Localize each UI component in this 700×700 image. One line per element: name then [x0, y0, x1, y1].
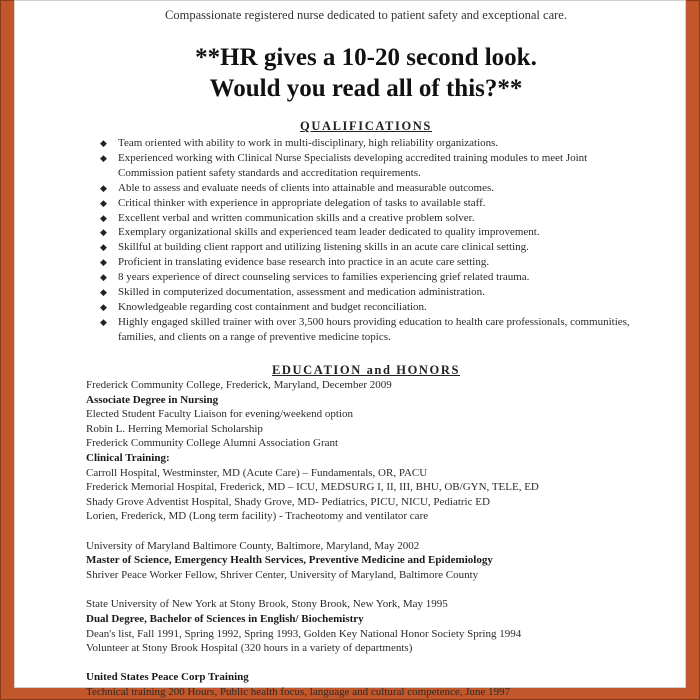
headline [86, 42, 646, 104]
qualification-text: Proficient in translating evidence base research into practice in an acute care setting. [118, 256, 490, 269]
diamond-bullet-icon: ◆ [100, 197, 107, 208]
qualifications-list [100, 136, 645, 345]
tagline: Compassionate registered nurse dedicated to patient safety and exceptional care. [165, 8, 567, 22]
education-line: Shady Grove Adventist Hospital, Shady Grove, MD- Pediatrics, PICU, NICU, Pediatric ED [86, 495, 490, 508]
education-line: Robin L. Herring Memorial Scholarship [86, 422, 263, 435]
diamond-bullet-icon: ◆ [100, 227, 107, 238]
diamond-bullet-icon: ◆ [100, 138, 107, 148]
diamond-bullet-icon: ◆ [100, 316, 107, 327]
education-line: Frederick Memorial Hospital, Frederick, MD – ICU, MEDSURG I, II, III, BHU, OB/GYN, TELE, ED [86, 481, 539, 494]
qualification-item [100, 255, 645, 270]
education-line: Technical training 200 Hours, Public health focus, language and cultural competence, June 1997 [86, 686, 511, 699]
qualification-text: 8 years experience of direct counseling services to families experiencing grief related trauma. [118, 271, 530, 284]
education-spacer [86, 524, 646, 539]
qualification-text: Skillful at building client rapport and utilizing listening skills in an acute care clinical setting. [118, 241, 529, 254]
education-line: University of Maryland Baltimore County, Baltimore, Maryland, May 2002 [86, 539, 420, 552]
education-spacer [86, 583, 646, 598]
qualification-item [100, 136, 645, 151]
qualification-item [100, 240, 645, 255]
headline-line-2: Would you read all of this?** [209, 75, 523, 102]
qualification-item [100, 300, 645, 315]
qualification-text: Skilled in computerized documentation, assessment and medication administration. [118, 286, 485, 299]
qualifications-title: QUALIFICATIONS [300, 119, 432, 133]
qualification-text: Team oriented with ability to work in multi-disciplinary, high reliability organizations. [118, 137, 499, 149]
diamond-bullet-icon: ◆ [100, 301, 107, 312]
education-line: Carroll Hospital, Westminster, MD (Acute Care) – Fundamentals, OR, PACU [86, 466, 428, 479]
diamond-bullet-icon: ◆ [100, 242, 107, 253]
qualification-text: Exemplary organizational skills and experienced team leader dedicated to quality improvement. [118, 226, 540, 239]
qualification-text: Knowledgeable regarding cost containment and budget reconciliation. [118, 300, 427, 313]
education-line: Frederick Community College, Frederick, Maryland, December 2009 [86, 379, 392, 391]
education-line: Frederick Community College Alumni Association Grant [86, 437, 339, 450]
qualification-item [100, 315, 645, 345]
headline-line-1: **HR gives a 10-20 second look. [195, 44, 537, 71]
education-list [86, 378, 646, 700]
education-line: Lorien, Frederick, MD (Long term facility) - Tracheotomy and ventilator care [86, 510, 429, 523]
qualification-text: Excellent verbal and written communication skills and a creative problem solver. [118, 211, 475, 224]
education-heading: Master of Science, Emergency Health Services, Preventive Medicine and Epidemiology [86, 554, 493, 567]
qualification-item [100, 181, 645, 196]
education-spacer [86, 656, 646, 671]
qualification-item [100, 196, 645, 211]
qualification-item [100, 211, 645, 226]
diamond-bullet-icon: ◆ [100, 287, 107, 298]
education-heading: Clinical Training: [86, 451, 170, 464]
diamond-bullet-icon: ◆ [100, 257, 107, 268]
resume-page [14, 0, 686, 699]
qualification-text: Able to assess and evaluate needs of clients into attainable and measurable outcomes. [118, 181, 495, 194]
education-line: Shriver Peace Worker Fellow, Shriver Center, University of Maryland, Baltimore County [86, 568, 479, 581]
education-line: State University of New York at Stony Brook, Stony Brook, New York, May 1995 [86, 598, 448, 611]
qualification-text: Highly engaged skilled trainer with over 3,500 hours providing education to health care professionals, communities, families, and clients on a range of preventive medicine topics. [118, 315, 630, 343]
qualification-text: Critical thinker with experience in appropriate delegation of tasks to available staff. [118, 196, 486, 209]
education-line: Elected Student Faculty Liaison for evening/weekend option [86, 408, 353, 421]
education-heading: Associate Degree in Nursing [86, 393, 219, 406]
qualification-item [100, 285, 645, 300]
qualification-item [100, 225, 645, 240]
education-line: Volunteer at Stony Brook Hospital (320 hours in a variety of departments) [86, 642, 413, 655]
education-title: EDUCATION and HONORS [271, 363, 461, 377]
diamond-bullet-icon: ◆ [100, 152, 107, 163]
education-heading: Dual Degree, Bachelor of Sciences in English/ Biochemistry [86, 612, 364, 625]
education-line: Dean's list, Fall 1991, Spring 1992, Spring 1993, Golden Key National Honor Society Spring 1994 [86, 627, 522, 640]
diamond-bullet-icon: ◆ [100, 272, 107, 283]
diamond-bullet-icon: ◆ [100, 212, 107, 223]
qualification-text: Experienced working with Clinical Nurse Specialists developing accredited training modules to meet Joint Commission patient safety standards and accreditation requirements. [118, 151, 588, 179]
qualification-item [100, 151, 645, 181]
qualification-item [100, 270, 645, 285]
diamond-bullet-icon: ◆ [100, 182, 107, 193]
education-heading: United States Peace Corp Training [86, 671, 249, 684]
